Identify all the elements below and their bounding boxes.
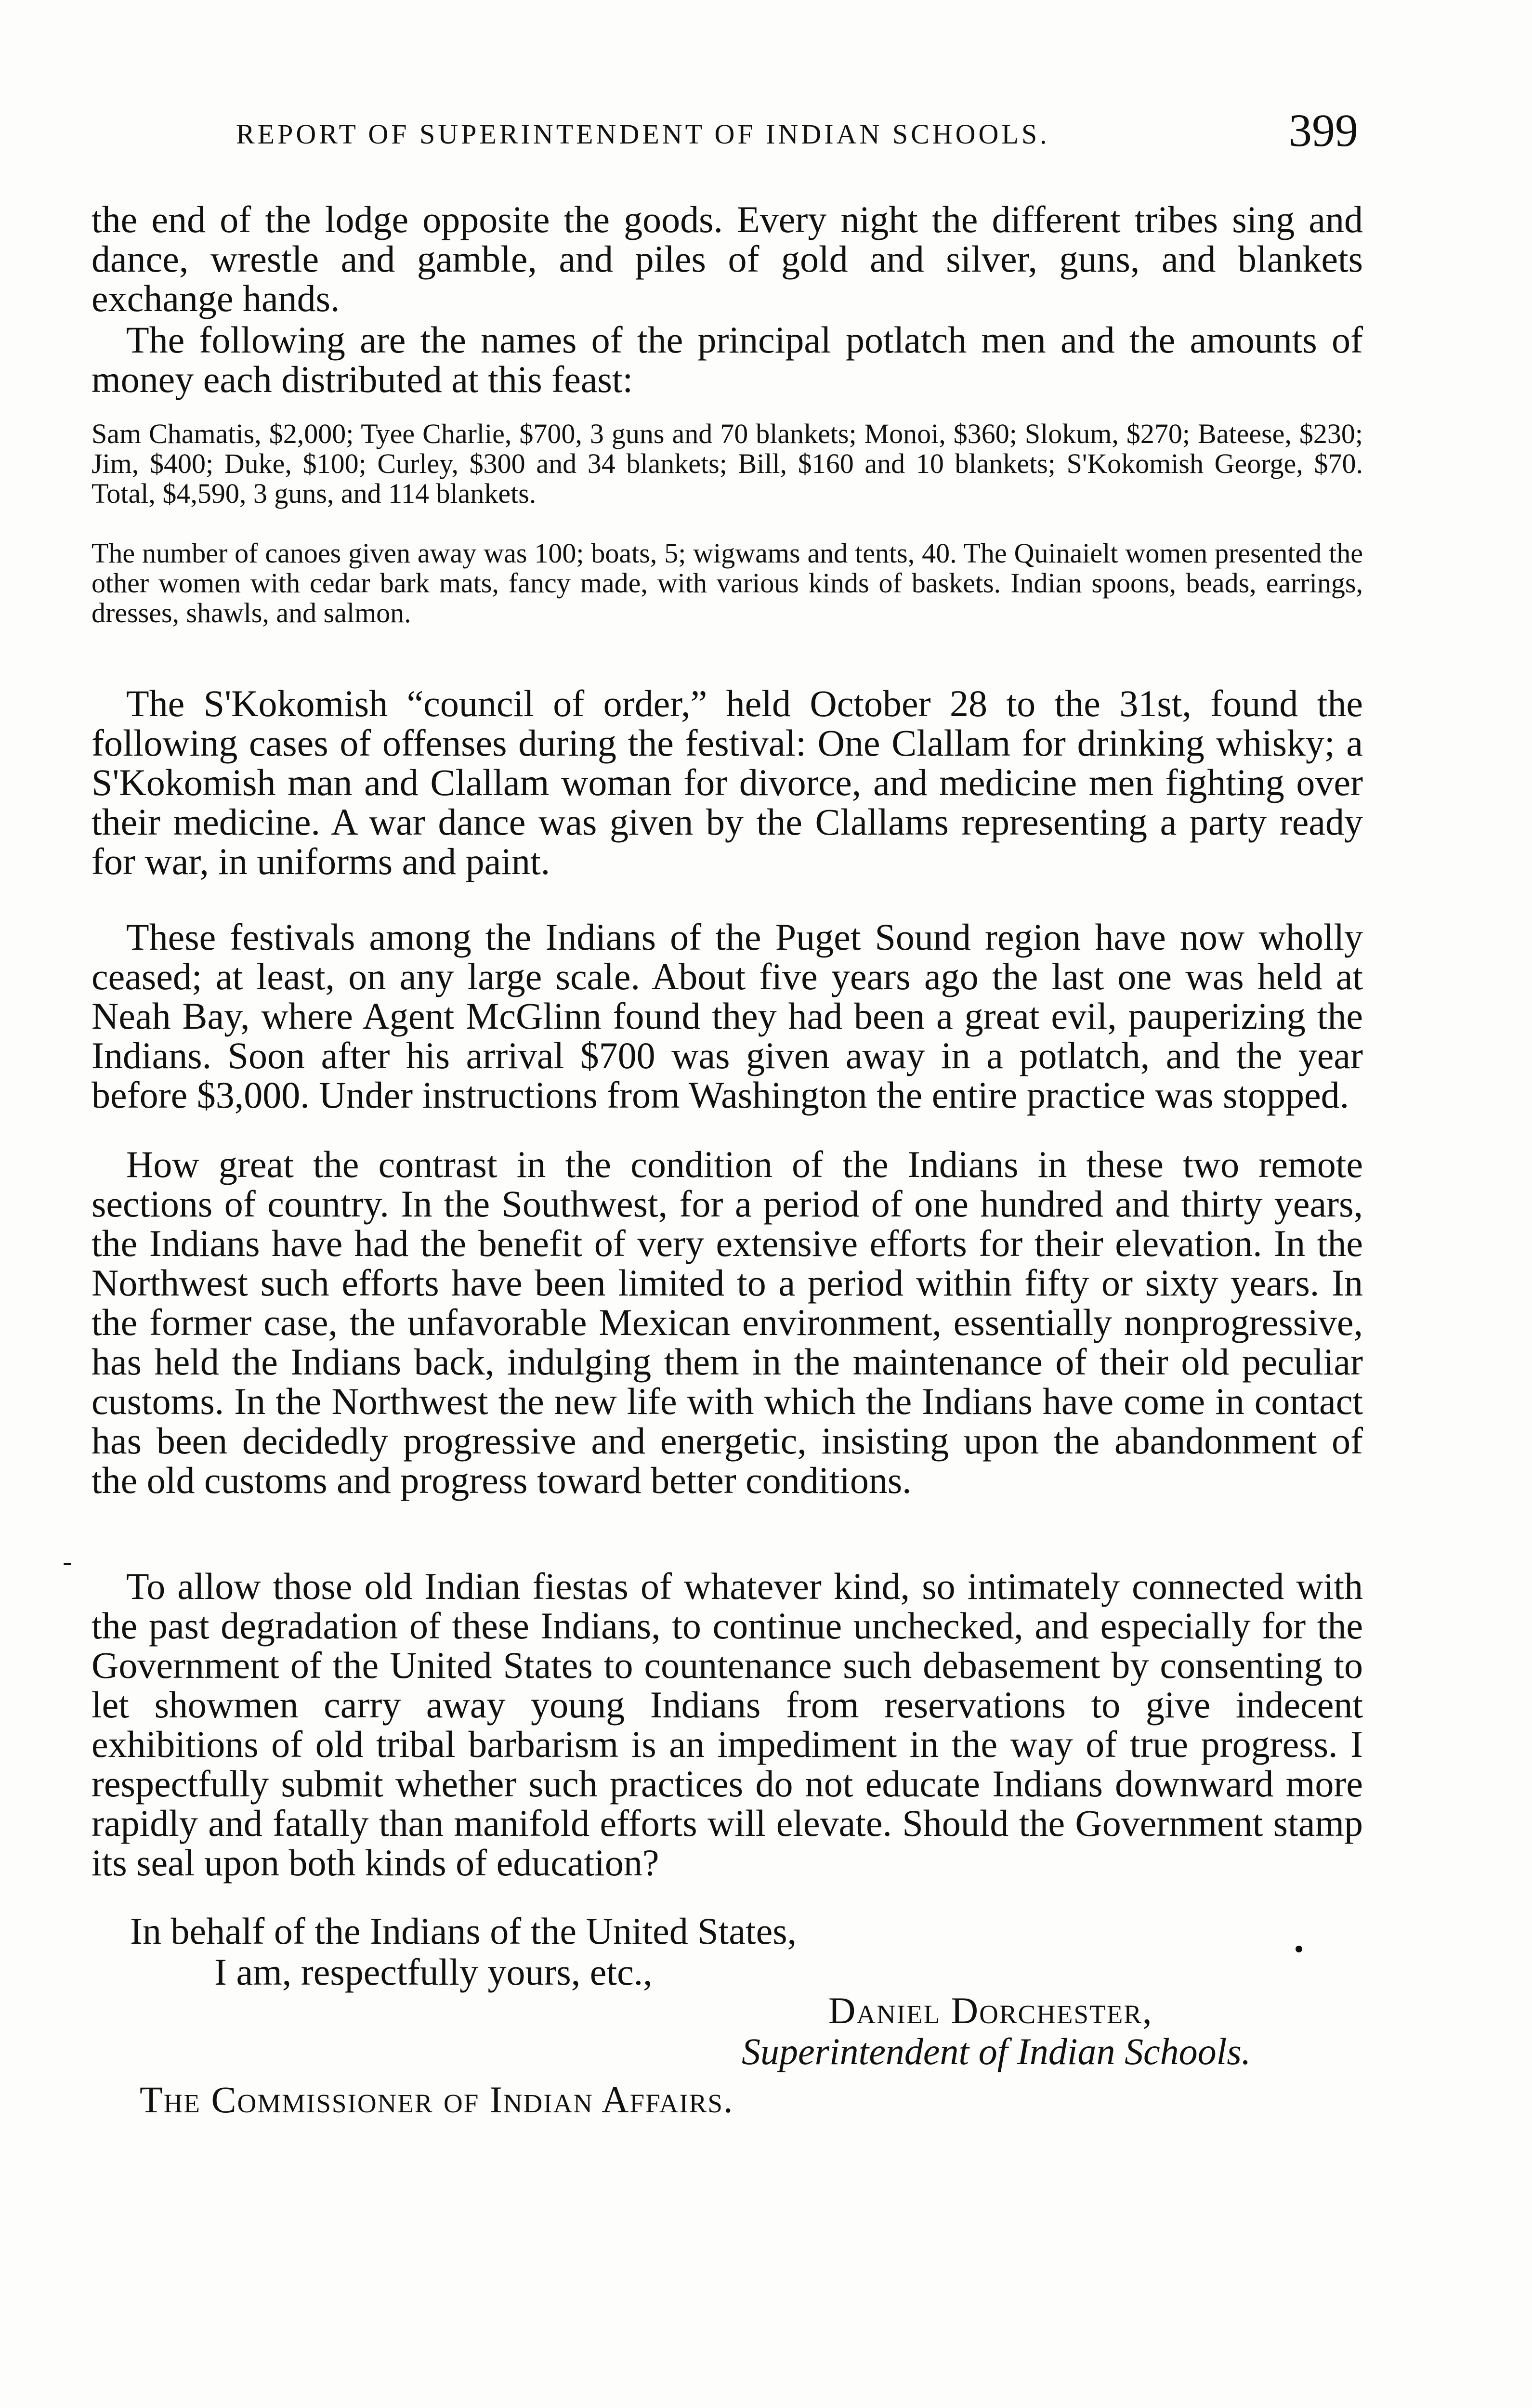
paragraph-text: The S'Kokomish “council of order,” held October 28 to the 31st, found the following cases of offenses during the festival: One Clallam for drinking whisky; a S'Kokomish man and Clallam woman for divorce, and medicine men fighting over their medicine. A war dance was given by the Clallams representing a party ready for war, in uniforms and paint. <box>92 682 1363 882</box>
paragraph-text: These festivals among the Indians of the Puget Sound region have now wholly ceased; at least, on any large scale. About five years ago the last one was held at Neah Bay, where Agent McGlinn found they had been a great evil, pauperizing the Indians. Soon after his arrival $700 was given away in a potlatch, and the year before $3,000. Under instructions from Washington the entire practice was stopped. <box>92 916 1363 1116</box>
paragraph-potlatch-intro <box>92 320 1363 399</box>
list-potlatch-names <box>92 419 1363 509</box>
paragraph-text: Sam Chamatis, $2,000; Tyee Charlie, $700, 3 guns and 70 blankets; Monoi, $360; Slokum, $270; Bateese, $230; Jim, $400; Duke, $100; Curley, $300 and 34 blankets; Bill, $160 and 10 blankets; S'Kokomish George, $70. Total, $4,590, 3 guns, and 114 blankets. <box>92 418 1363 509</box>
margin-dash: - <box>63 1545 72 1577</box>
paragraph-contrast <box>92 1145 1363 1500</box>
paragraph-text: How great the contrast in the condition of the Indians in these two remote sections of country. In the Southwest, for a period of one hundred and thirty years, the Indians have had the benefit of very extensive efforts for their elevation. In the Northwest such efforts have been limited to a period within fifty or sixty years. In the former case, the unfavorable Mexican environment, essentially nonprogressive, has held the Indians back, indulging them in the maintenance of their old peculiar customs. In the Northwest the new life with which the Indians have come in contact has been decidedly progressive and energetic, insisting upon the abandonment of the old customs and progress toward better conditions. <box>92 1143 1363 1501</box>
running-head: REPORT OF SUPERINTENDENT OF INDIAN SCHOOLS. <box>236 118 1050 150</box>
paragraph-text: To allow those old Indian fiestas of whatever kind, so intimately connected with the past degradation of these Indians, to continue unchecked, and especially for the Government of the United States to countenance such debasement by consenting to let showmen carry away young Indians from reservations to give indecent exhibitions of old tribal barbarism is an impediment in the way of true progress. I respectfully submit whether such practices do not educate Indians downward more rapidly and fatally than manifold efforts will elevate. Should the Government stamp its seal upon both kinds of education? <box>92 1565 1363 1884</box>
paragraph-festivals <box>92 917 1363 1115</box>
paragraph-council <box>92 684 1363 881</box>
list-canoes <box>92 538 1363 628</box>
page-header <box>236 104 1358 157</box>
stray-dot <box>1296 1946 1302 1952</box>
closing-line-behalf: In behalf of the Indians of the United States, <box>130 1910 797 1952</box>
closing-line-respectfully: I am, respectfully yours, etc., <box>214 1951 653 1993</box>
paragraph-text: the end of the lodge opposite the goods. Every night the different tribes sing and dance, wrestle and gamble, and piles of gold and silver, guns, and blankets exchange hands. <box>92 198 1363 319</box>
signer-name: Daniel Dorchester, <box>828 1989 1153 2031</box>
signer-title: Superintendent of Indian Schools. <box>742 2030 1251 2072</box>
paragraph-fiestas <box>92 1567 1363 1883</box>
addressee: The Commissioner of Indian Affairs. <box>140 2079 734 2120</box>
paragraph-lodge <box>92 200 1363 318</box>
paragraph-text: The number of canoes given away was 100; boats, 5; wigwams and tents, 40. The Quinaielt women presented the other women with cedar bark mats, fancy made, with various kinds of baskets. Indian spoons, beads, earrings, dresses, shawls, and salmon. <box>92 537 1363 628</box>
page-number: 399 <box>1289 105 1358 156</box>
paragraph-text: The following are the names of the principal potlatch men and the amounts of money each distributed at this feast: <box>92 319 1363 400</box>
